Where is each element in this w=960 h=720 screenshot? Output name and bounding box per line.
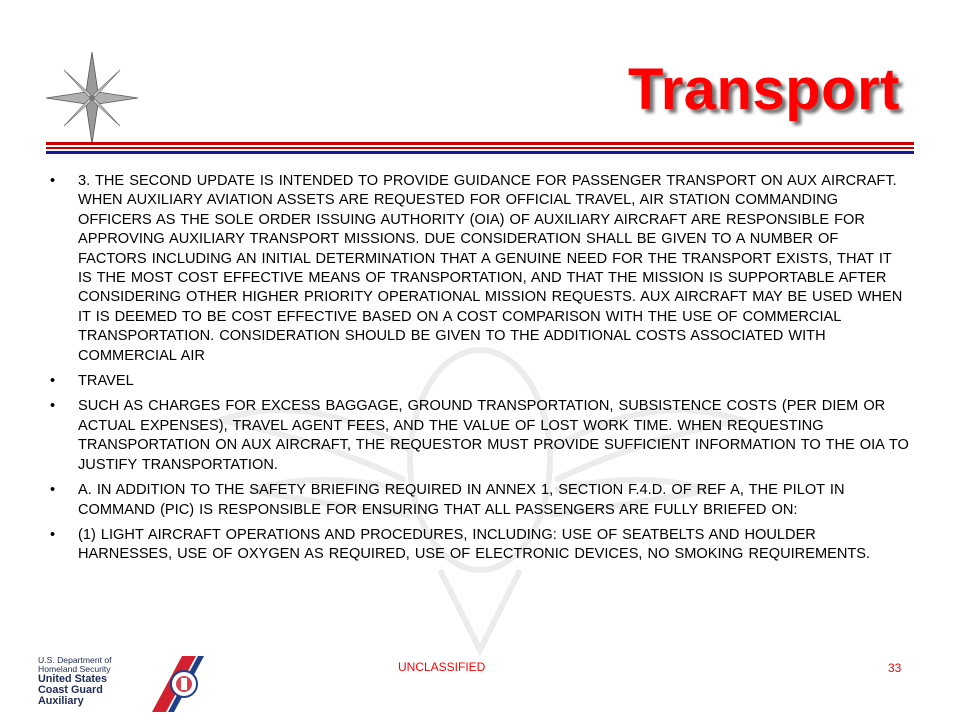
classification-label: UNCLASSIFIED: [398, 660, 486, 674]
compass-rose-icon: [46, 52, 138, 144]
bullet-dot-icon: •: [50, 173, 56, 189]
logo-line: United States: [38, 673, 107, 686]
bullet-dot-icon: •: [50, 482, 56, 499]
slide-title: Transport: [628, 57, 900, 122]
coast-guard-auxiliary-logo: [38, 656, 214, 712]
logo-line: Auxiliary: [38, 695, 84, 708]
title-rule-red-bottom: [46, 147, 914, 149]
page-number: 33: [888, 661, 902, 675]
logo-text: [38, 656, 112, 707]
bullet-dot-icon: •: [50, 398, 56, 415]
bullet-text: TRAVEL: [78, 373, 134, 390]
bullet-item: [50, 526, 910, 565]
logo-line: Homeland Security: [38, 664, 111, 675]
bullet-text: A. IN ADDITION TO THE SAFETY BRIEFING REQUIRED IN ANNEX 1, SECTION F.4.D. OF REF A, THE PILOT IN COMMAND (PIC) IS RESPONSIBLE FOR ENSURING THAT ALL PASSENGERS ARE FULLY BRIEFED ON:: [78, 482, 845, 518]
bullet-text: (1) LIGHT AIRCRAFT OPERATIONS AND PROCEDURES, INCLUDING: USE OF SEATBELTS AND HOULDER HARNESSES, USE OF OXYGEN AS REQUIRED, USE OF ELECTRONIC DEVICES, NO SMOKING REQUIREMENTS.: [78, 526, 871, 563]
title-rule-blue: [46, 151, 914, 154]
bullet-text: 3. THE SECOND UPDATE IS INTENDED TO PROVIDE GUIDANCE FOR PASSENGER TRANSPORT ON AUX AIRCRAFT. WHEN AUXILIARY AVIATION ASSETS ARE REQUESTED FOR OFFICIAL TRAVEL, AIR STATION COMMANDING OFFICERS AS THE SOLE ORDER ISSUING AUTHORITY (OIA) OF AUXILIARY AIRCRAFT ARE RESPONSIBLE FOR APPROVING AUXILIARY TRANSPORT MISSIONS. DUE CONSIDERATION SHALL BE GIVEN TO A NUMBER OF FACTORS INCLUDING AN INITIAL DETERMINATION THAT A GENUINE NEED FOR THE TRANSPORT EXISTS, THAT IT IS THE MOST COST EFFECTIVE MEANS OF TRANSPORTATION, AND THAT THE MISSION IS SUPPORTABLE AFTER CONSIDERING OTHER HIGHER PRIORITY OPERATIONAL MISSION REQUESTS. AUX AIRCRAFT MAY BE USED WHEN IT IS DEEMED TO BE COST EFFECTIVE BASED ON A COST COMPARISON WITH THE USE OF COMMERCIAL TRANSPORTATION. CONSIDERATION SHOULD BE GIVEN TO THE ADDITIONAL COSTS ASSOCIATED WITH COMMERCIAL AIR: [78, 173, 903, 364]
coast-guard-emblem-icon: [152, 656, 214, 712]
bullet-item: [50, 172, 910, 366]
bullet-text: SUCH AS CHARGES FOR EXCESS BAGGAGE, GROUND TRANSPORTATION, SUBSISTENCE COSTS (PER DIEM OR ACTUAL EXPENSES), TRAVEL AGENT FEES, AND THE VALUE OF LOST WORK TIME. WHEN REQUESTING TRANSPORTATION ON AUX AIRCRAFT, THE REQUESTOR MUST PROVIDE SUFFICIENT INFORMATION TO THE OIA TO JUSTIFY TRANSPORTATION.: [78, 398, 909, 473]
bullet-item: [50, 481, 910, 520]
bullet-item: [50, 397, 910, 475]
bullet-dot-icon: •: [50, 526, 56, 543]
bullet-dot-icon: •: [50, 373, 56, 390]
logo-line: Coast Guard: [38, 684, 103, 697]
bullet-item: [50, 372, 910, 391]
logo-line: U.S. Department of: [38, 655, 112, 665]
title-rule-red-top: [46, 142, 914, 145]
bullet-list: [50, 172, 910, 571]
